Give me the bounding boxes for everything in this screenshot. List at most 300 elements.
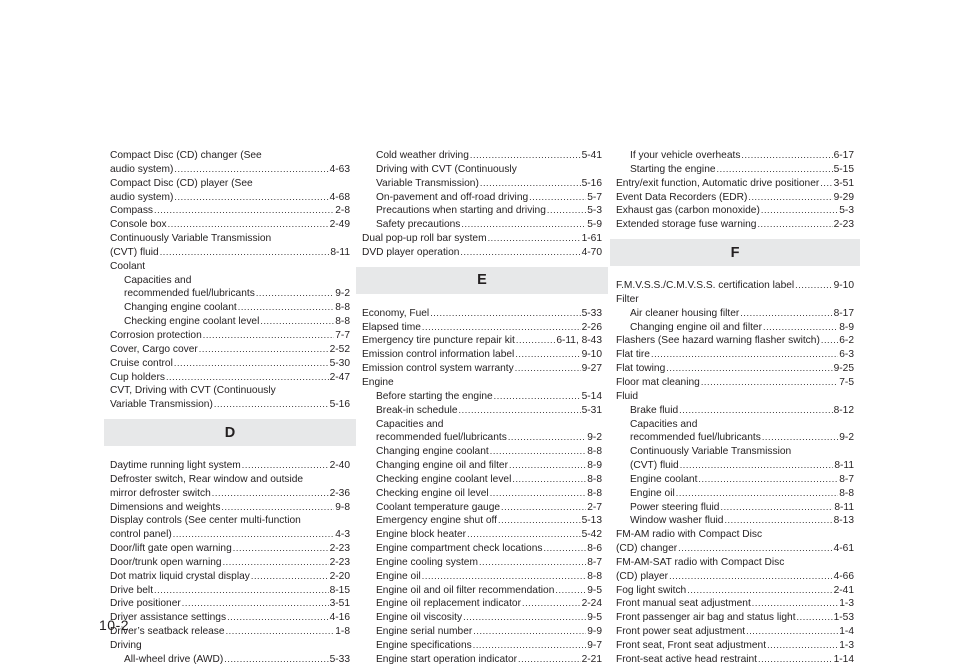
index-entry	[362, 376, 602, 390]
entry-page-ref: 5-42	[581, 529, 602, 541]
index-subentry	[362, 653, 602, 667]
dot-leader	[490, 445, 587, 459]
entry-page-ref: 5-3	[587, 205, 602, 217]
entry-page-ref: 1-8	[335, 626, 350, 638]
index-subentry	[362, 191, 602, 205]
entry-page-ref: 8-9	[587, 460, 602, 472]
entry-text: control panel)	[110, 529, 172, 541]
entry-text: Break-in schedule	[376, 404, 458, 416]
entry-page-ref: 2-41	[833, 584, 854, 596]
entry-page-ref: 5-31	[581, 404, 602, 416]
entry-page-ref: 4-68	[329, 191, 350, 203]
entry-text: Continuously Variable Transmission	[630, 446, 792, 458]
dot-leader	[168, 218, 329, 232]
entry-page-ref: 9-25	[833, 363, 854, 375]
entry-page-ref: 8-6	[587, 543, 602, 555]
index-entry	[110, 191, 350, 205]
dot-leader	[174, 163, 328, 177]
entry-text: Changing engine oil and filter	[630, 321, 762, 333]
entry-text: recommended fuel/lubricants	[376, 432, 507, 444]
entry-text: Engine oil	[376, 570, 421, 582]
index-entry	[616, 204, 854, 218]
entry-text: Fluid	[616, 390, 639, 402]
index-entry	[110, 204, 350, 218]
dot-leader	[701, 376, 838, 390]
entry-page-ref: 5-41	[581, 150, 602, 161]
dot-leader	[547, 204, 586, 218]
entry-text: Engine cooling system	[376, 556, 478, 568]
dot-leader	[687, 584, 832, 598]
index-entry	[362, 321, 602, 335]
entry-page-ref: 5-33	[581, 307, 602, 319]
dot-leader	[498, 514, 581, 528]
dot-leader	[763, 321, 838, 335]
entry-text: Engine compartment check locations	[376, 543, 543, 555]
entry-page-ref: 6-17	[833, 150, 854, 161]
index-subentry	[110, 315, 350, 329]
entry-text: Engine oil and oil filter recommendation	[376, 584, 555, 596]
page-number: 10-2	[99, 617, 130, 633]
section-letter-header: D	[104, 419, 356, 446]
entry-text: Brake fluid	[630, 404, 679, 416]
index-subentry	[616, 307, 854, 321]
index-entry	[110, 584, 350, 598]
index-subentry	[110, 287, 350, 301]
index-subentry	[362, 542, 602, 556]
entry-text: Power steering fluid	[630, 501, 720, 513]
entry-page-ref: 9-5	[587, 612, 602, 624]
index-entry	[616, 584, 854, 598]
dot-leader	[256, 287, 334, 301]
index-entry	[110, 329, 350, 343]
entry-text: Cold weather driving	[376, 150, 469, 161]
entry-text: Engine start operation indicator	[376, 653, 518, 665]
entry-page-ref: 2-23	[329, 556, 350, 568]
dot-leader	[720, 501, 833, 515]
index-entry	[110, 542, 350, 556]
entry-text: Engine oil viscosity	[376, 612, 463, 624]
entry-page-ref: 5-33	[329, 653, 350, 665]
index-entry	[616, 362, 854, 376]
entry-text: Engine block heater	[376, 529, 467, 541]
dot-leader	[473, 639, 587, 653]
dot-leader	[480, 177, 581, 191]
entry-text: Emergency engine shut off	[376, 515, 498, 527]
index-entry	[362, 334, 602, 348]
dot-leader	[494, 390, 581, 404]
index-subentry	[110, 301, 350, 315]
entry-page-ref: 4-3	[335, 529, 350, 541]
entry-text: Emergency tire puncture repair kit	[362, 335, 515, 347]
entry-page-ref: 8-17	[833, 307, 854, 319]
dot-leader	[422, 321, 581, 335]
index-subentry	[616, 445, 854, 459]
index-subentry	[362, 459, 602, 473]
entry-page-ref: 8-8	[587, 487, 602, 499]
index-entry	[616, 611, 854, 625]
index-subentry	[362, 445, 602, 459]
entry-text: Coolant	[110, 260, 146, 272]
dot-leader	[761, 204, 838, 218]
dot-leader	[516, 334, 555, 348]
entry-text: Door/lift gate open warning	[110, 543, 232, 555]
entry-page-ref: 8-8	[587, 570, 602, 582]
dot-leader	[758, 653, 833, 667]
entry-text: Driving with CVT (Continuously	[376, 163, 517, 175]
entry-page-ref: 8-8	[335, 302, 350, 314]
index-column-1	[110, 149, 350, 667]
entry-page-ref: 1-14	[833, 653, 854, 665]
entry-text: Emission control system warranty	[362, 363, 514, 375]
entry-page-ref: 2-49	[329, 219, 350, 231]
dot-leader	[698, 473, 838, 487]
index-subentry	[616, 473, 854, 487]
index-entry	[616, 348, 854, 362]
entry-text: Safety precautions	[376, 219, 461, 231]
entry-text: audio system)	[110, 191, 174, 203]
index-subentry	[616, 404, 854, 418]
index-entry	[362, 246, 602, 260]
entry-text: On-pavement and off-road driving	[376, 191, 529, 203]
entry-page-ref: 5-7	[587, 191, 602, 203]
index-entry	[362, 362, 602, 376]
index-entry	[110, 384, 350, 398]
entry-page-ref: 2-52	[329, 343, 350, 355]
entry-page-ref: 5-14	[581, 390, 602, 402]
entry-text: Cover, Cargo cover	[110, 343, 198, 355]
entry-text: Changing engine coolant	[124, 302, 237, 314]
dot-leader	[488, 232, 581, 246]
entry-text: (CVT) fluid	[110, 246, 159, 258]
dot-leader	[666, 362, 832, 376]
entry-text: Front manual seat adjustment	[616, 598, 751, 610]
index-column-2	[362, 149, 602, 667]
dot-leader	[529, 191, 586, 205]
entry-page-ref: 9-29	[833, 191, 854, 203]
entry-text: F.M.V.S.S./C.M.V.S.S. certification label	[616, 280, 795, 292]
index-entry	[110, 570, 350, 584]
dot-leader	[460, 246, 580, 260]
entry-text: Defroster switch, Rear window and outside	[110, 473, 304, 485]
dot-leader	[173, 528, 335, 542]
dot-leader	[490, 487, 587, 501]
entry-text: Engine oil	[630, 487, 675, 499]
entry-page-ref: 8-9	[839, 321, 854, 333]
entry-page-ref: 8-15	[329, 584, 350, 596]
entry-text: Engine coolant	[630, 473, 698, 485]
entry-page-ref: 4-61	[833, 543, 854, 555]
entry-page-ref: 9-2	[335, 288, 350, 300]
index-subentry	[362, 487, 602, 501]
index-subentry	[362, 390, 602, 404]
index-subentry	[616, 149, 854, 163]
entry-text: Engine oil replacement indicator	[376, 598, 521, 610]
entry-text: Compact Disc (CD) player (See	[110, 177, 253, 189]
entry-page-ref: 8-11	[834, 501, 854, 513]
entry-page-ref: 2-8	[335, 205, 350, 217]
index-entry	[616, 334, 854, 348]
entry-text: Cruise control	[110, 357, 173, 369]
entry-text: Daytime running light system	[110, 460, 241, 472]
entry-page-ref: 8-11	[330, 246, 350, 258]
entry-text: Checking engine oil level	[376, 487, 489, 499]
index-entry	[110, 398, 350, 412]
entry-page-ref: 8-8	[839, 487, 854, 499]
index-entry	[110, 487, 350, 501]
entry-page-ref: 9-7	[587, 640, 602, 651]
entry-text: Checking engine coolant level	[376, 473, 512, 485]
entry-page-ref: 4-16	[329, 612, 350, 624]
entry-text: Dot matrix liquid crystal display	[110, 570, 250, 582]
entry-text: Precautions when starting and driving	[376, 205, 546, 217]
entry-text: Variable Transmission)	[376, 177, 479, 189]
entry-page-ref: 2-36	[329, 487, 350, 499]
index-entry	[616, 625, 854, 639]
index-entry	[110, 343, 350, 357]
index-entry	[110, 514, 350, 528]
entry-page-ref: 9-27	[581, 363, 602, 375]
entry-text: Continuously Variable Transmission	[110, 233, 272, 245]
index-subentry	[362, 625, 602, 639]
entry-text: DVD player operation	[362, 246, 460, 258]
entry-text: Variable Transmission)	[110, 399, 213, 411]
entry-text: Flat tire	[616, 349, 650, 361]
dot-leader	[679, 404, 832, 418]
entry-page-ref: 6-3	[839, 349, 854, 361]
entry-text: Compact Disc (CD) changer (See	[110, 150, 262, 161]
entry-page-ref: 9-2	[587, 432, 602, 444]
dot-leader	[223, 556, 329, 570]
index-entry	[110, 556, 350, 570]
entry-text: Flashers (See hazard warning flasher switch)	[616, 335, 820, 347]
dot-leader	[741, 149, 832, 163]
dot-leader	[752, 597, 838, 611]
dot-leader	[221, 501, 334, 515]
dot-leader	[224, 653, 328, 667]
entry-text: Cup holders	[110, 371, 165, 383]
dot-leader	[233, 542, 329, 556]
entry-text: CVT, Driving with CVT (Continuously	[110, 385, 276, 397]
index-subentry	[362, 418, 602, 432]
index-entry	[110, 371, 350, 385]
entry-page-ref: 5-9	[587, 219, 602, 231]
entry-text: (CVT) fluid	[630, 460, 679, 472]
entry-text: Front power seat adjustment	[616, 626, 746, 638]
entry-text: Before starting the engine	[376, 390, 493, 402]
entry-text: Coolant temperature gauge	[376, 501, 501, 513]
index-entry	[110, 163, 350, 177]
dot-leader	[199, 343, 329, 357]
index-subentry	[362, 514, 602, 528]
index-subentry	[362, 163, 602, 177]
entry-text: Window washer fluid	[630, 515, 724, 527]
entry-text: Capacities and	[376, 418, 444, 430]
index-subentry	[362, 218, 602, 232]
entry-page-ref: 7-5	[839, 376, 854, 388]
entry-text: (CD) player	[616, 570, 669, 582]
dot-leader	[676, 487, 839, 501]
index-subentry	[362, 597, 602, 611]
index-entry	[616, 376, 854, 390]
dot-leader	[543, 542, 586, 556]
entry-page-ref: 1-3	[839, 640, 854, 651]
dot-leader	[227, 611, 329, 625]
entry-page-ref: 4-70	[581, 246, 602, 258]
dot-leader	[166, 371, 329, 385]
index-entry	[616, 293, 854, 307]
entry-text: Compass	[110, 205, 154, 217]
entry-page-ref: 2-40	[329, 460, 350, 472]
dot-leader	[820, 177, 832, 191]
dot-leader	[724, 514, 832, 528]
section-letter-header: E	[356, 267, 608, 294]
dot-leader	[203, 329, 335, 343]
index-subentry	[616, 514, 854, 528]
entry-page-ref: 2-47	[329, 371, 350, 383]
dot-leader	[651, 348, 838, 362]
dot-leader	[767, 639, 838, 653]
entry-page-ref: 2-24	[581, 598, 602, 610]
entry-text: Door/trunk open warning	[110, 556, 222, 568]
index-subentry	[616, 321, 854, 335]
index-entry	[110, 473, 350, 487]
index-entry	[362, 348, 602, 362]
entry-page-ref: 2-23	[329, 543, 350, 555]
entry-page-ref: 8-8	[587, 446, 602, 458]
dot-leader	[740, 307, 832, 321]
entry-page-ref: 9-10	[833, 280, 854, 292]
index-subentry	[616, 501, 854, 515]
entry-text: Extended storage fuse warning	[616, 219, 757, 231]
index-entry	[110, 597, 350, 611]
index-entry	[616, 556, 854, 570]
index-entry	[362, 307, 602, 321]
index-entry	[616, 570, 854, 584]
entry-text: Dual pop-up roll bar system	[362, 233, 487, 245]
index-entry	[110, 528, 350, 542]
entry-text: Display controls (See center multi-function	[110, 515, 301, 527]
entry-page-ref: 6-11, 8-43	[556, 335, 602, 347]
entry-page-ref: 6-2	[839, 335, 854, 347]
index-subentry	[616, 459, 854, 473]
dot-leader	[154, 584, 329, 598]
entry-page-ref: 8-7	[839, 473, 854, 485]
entry-text: Event Data Recorders (EDR)	[616, 191, 748, 203]
dot-leader	[762, 431, 838, 445]
index-subentry	[362, 204, 602, 218]
entry-page-ref: 4-63	[329, 163, 350, 175]
index-subentry	[362, 528, 602, 542]
entry-text: (CD) changer	[616, 543, 678, 555]
index-entry	[110, 625, 350, 639]
dot-leader	[459, 404, 581, 418]
entry-text: Changing engine coolant	[376, 446, 489, 458]
dot-leader	[251, 570, 329, 584]
index-subentry	[616, 487, 854, 501]
entry-page-ref: 9-10	[581, 349, 602, 361]
index-entry	[616, 528, 854, 542]
index-entry	[616, 542, 854, 556]
entry-page-ref: 5-30	[329, 357, 350, 369]
entry-text: Air cleaner housing filter	[630, 307, 740, 319]
index-subentry	[362, 501, 602, 515]
entry-text: Drive belt	[110, 584, 154, 596]
entry-text: Dimensions and weights	[110, 501, 221, 513]
dot-leader	[473, 625, 586, 639]
index-entry	[616, 597, 854, 611]
entry-page-ref: 9-8	[335, 501, 350, 513]
entry-text: recommended fuel/lubricants	[124, 288, 255, 300]
dot-leader	[795, 279, 832, 293]
index-entry	[616, 177, 854, 191]
entry-page-ref: 5-16	[329, 399, 350, 411]
entry-text: Front-seat active head restraint	[616, 653, 757, 665]
dot-leader	[470, 149, 581, 163]
dot-leader	[797, 611, 833, 625]
entry-text: Floor mat cleaning	[616, 376, 700, 388]
dot-leader	[461, 218, 586, 232]
index-subentry	[616, 431, 854, 445]
entry-text: Driver assistance settings	[110, 612, 227, 624]
dot-leader	[746, 625, 838, 639]
entry-text: audio system)	[110, 163, 174, 175]
index-subentry	[110, 274, 350, 288]
entry-page-ref: 5-13	[581, 515, 602, 527]
index-entry	[616, 390, 854, 404]
index-subentry	[362, 431, 602, 445]
entry-text: If your vehicle overheats	[630, 150, 741, 161]
entry-text: Entry/exit function, Automatic drive positioner	[616, 177, 820, 189]
entry-text: Driving	[110, 640, 142, 651]
dot-leader	[174, 357, 329, 371]
index-entry	[616, 279, 854, 293]
entry-text: Engine specifications	[376, 640, 472, 651]
index-entry	[110, 357, 350, 371]
entry-page-ref: 2-7	[587, 501, 602, 513]
entry-text: Engine serial number	[376, 626, 473, 638]
section-letter-header: F	[610, 239, 860, 266]
entry-page-ref: 8-8	[335, 316, 350, 328]
entry-page-ref: 1-61	[581, 233, 602, 245]
index-subentry	[362, 570, 602, 584]
index-entry	[616, 191, 854, 205]
index-subentry	[362, 611, 602, 625]
index-column-3	[616, 149, 854, 667]
dot-leader	[501, 501, 586, 515]
entry-text: recommended fuel/lubricants	[630, 432, 761, 444]
entry-page-ref: 5-3	[839, 205, 854, 217]
entry-page-ref: 9-5	[587, 584, 602, 596]
entry-text: Exhaust gas (carbon monoxide)	[616, 205, 760, 217]
dot-leader	[422, 570, 587, 584]
index-entry	[110, 177, 350, 191]
dot-leader	[515, 362, 581, 376]
index-subentry	[362, 177, 602, 191]
index-subentry	[362, 584, 602, 598]
dot-leader	[160, 246, 330, 260]
index-subentry	[362, 149, 602, 163]
dot-leader	[515, 348, 580, 362]
entry-text: FM-AM-SAT radio with Compact Disc	[616, 556, 785, 568]
dot-leader	[512, 473, 586, 487]
entry-page-ref: 2-23	[833, 219, 854, 231]
index-entry	[110, 232, 350, 246]
dot-leader	[174, 191, 328, 205]
dot-leader	[509, 459, 586, 473]
entry-page-ref: 8-13	[833, 515, 854, 527]
entry-text: Checking engine coolant level	[124, 316, 260, 328]
dot-leader	[260, 315, 334, 329]
